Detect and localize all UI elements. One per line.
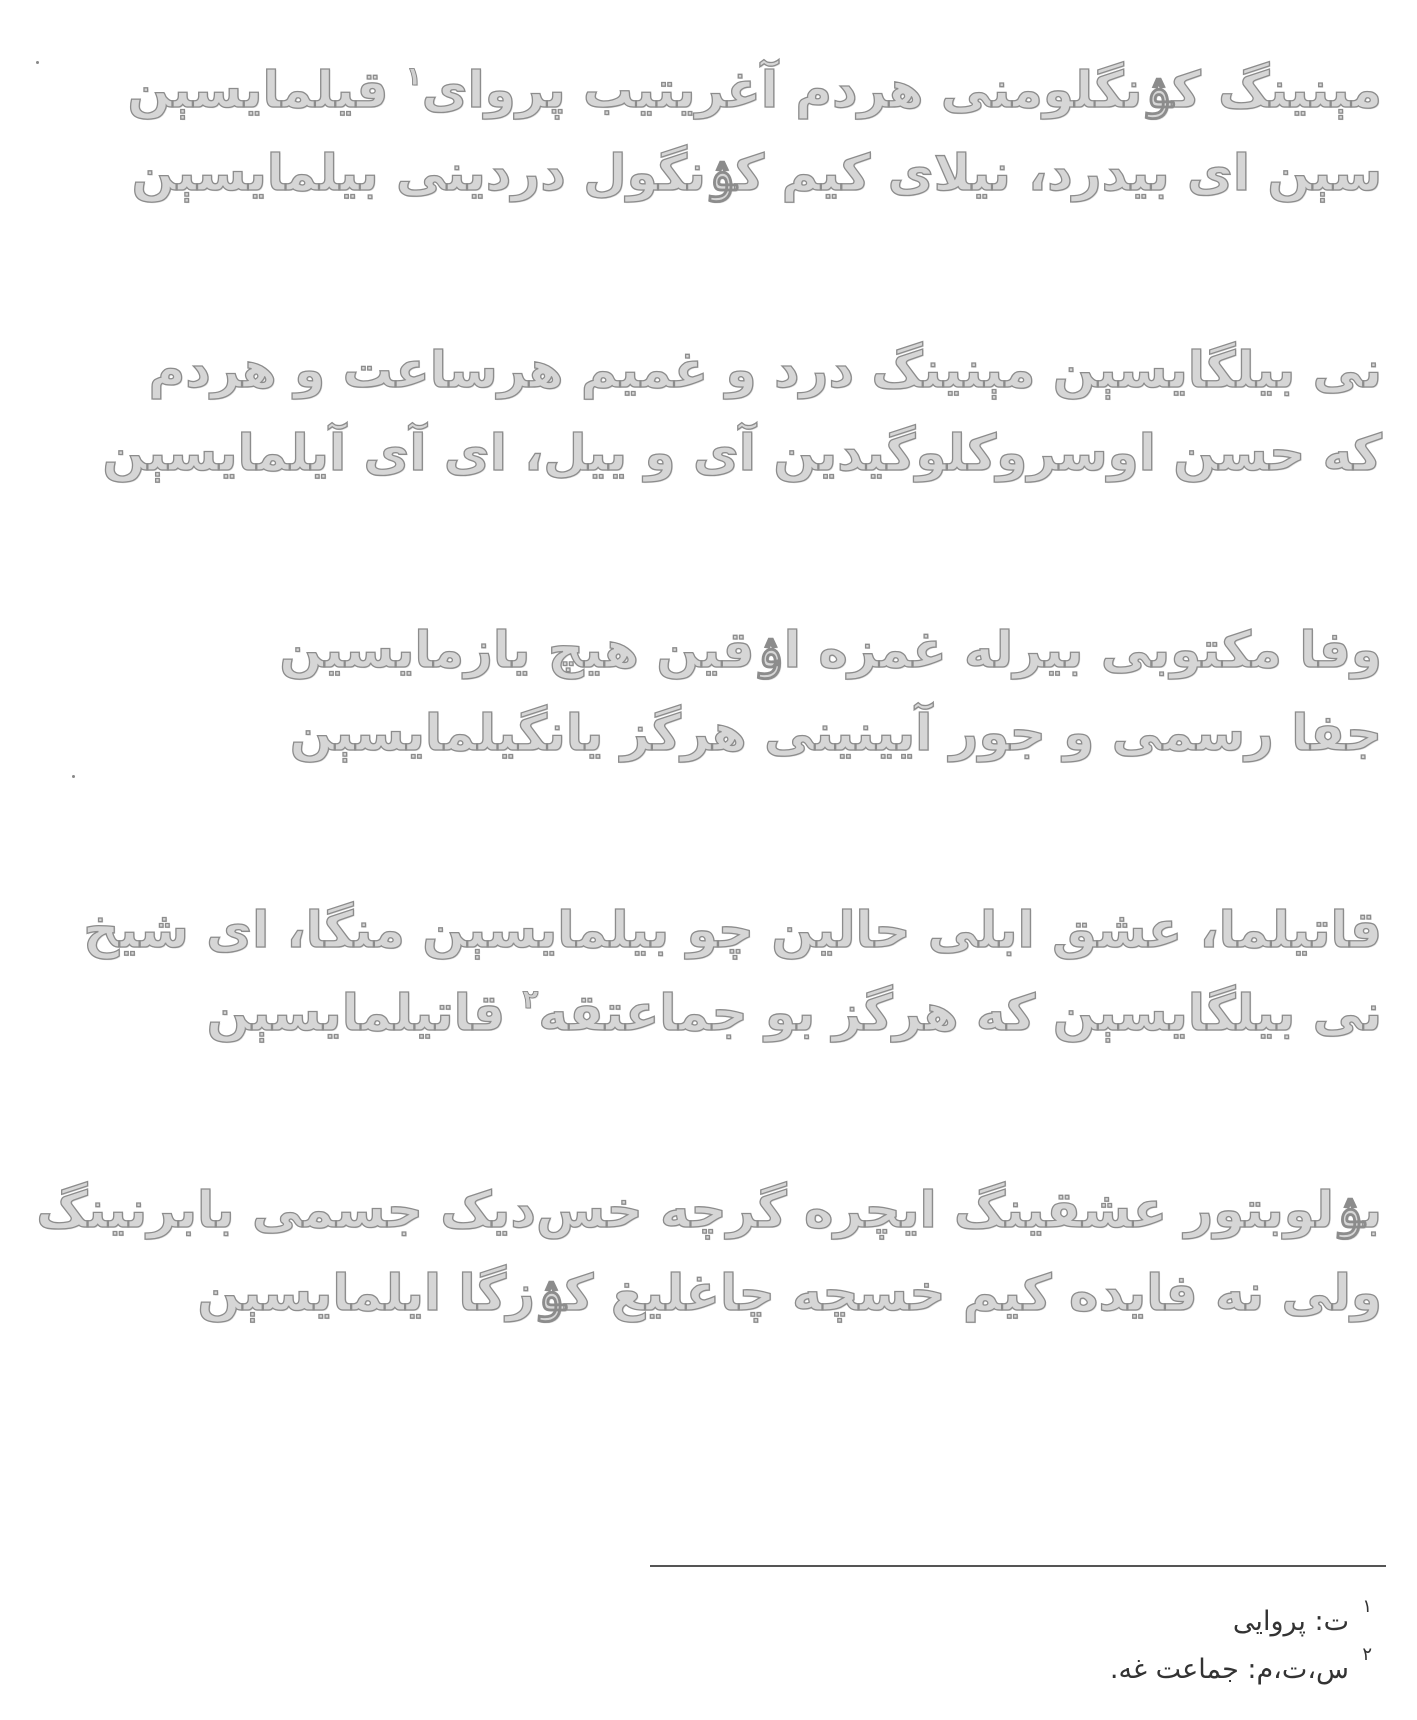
stanza-1-line-2: سېن ای بیدرد، نیلای کیم کۉنگول دردینی بیلمایسېن: [131, 144, 1382, 202]
verse-text: نی بیلگایسېن که هرگز بو جماعتقه: [538, 984, 1382, 1042]
stanza-5-line-1: بۉلوبتور عشقینگ ایچره گرچه خس‌دیک جسمی بابرنینگ: [36, 1181, 1382, 1239]
stanza-1-line-1: [128, 55, 1383, 125]
footnote-marker-1: ۱: [405, 62, 422, 92]
footnote-1-number: ۱: [1362, 1596, 1372, 1617]
stanza-3-line-2: جفا رسمی و جور آیینینی هرگز یانگیلمایسېن: [289, 704, 1382, 762]
footnote-marker-2: ۲: [522, 985, 539, 1015]
footnote-2-number: ۲: [1362, 1644, 1372, 1665]
stanza-5-line-2: ولی نه فایده کیم خسچه چاغلیغ کۉزگا ایلمایسېن: [197, 1264, 1382, 1322]
verse-text: مېنینگ کۉنگلومنی هردم آغریتیب پروای: [421, 61, 1382, 119]
stanza-3-line-1: وفا مکتوبی بیرله غمزه اۉقین هیچ یازمایسین: [279, 621, 1382, 679]
verse-text-tail: قیلمایسېن: [127, 61, 389, 119]
stanza-4-line-2: [207, 978, 1382, 1048]
footnote-separator: [650, 1565, 1386, 1567]
stanza-4-line-1: قاتیلما، عشق ابلی حالین چو بیلمایسېن منگا، ای شیخ: [83, 901, 1382, 959]
scan-speck: [36, 61, 39, 64]
scan-speck: [72, 775, 75, 778]
footnote-2: س،ت،م: جماعت غه.: [1109, 1654, 1349, 1685]
verse-text-tail: قاتیلمایسېن: [206, 984, 506, 1042]
stanza-2-line-2: که حسن اوسروکلوگیدین آی و ییل، ای آی آیلمایسېن: [102, 424, 1382, 482]
footnote-1: ت: پروایی: [1232, 1606, 1349, 1637]
stanza-2-line-1: نی بیلگایسېن مېنینگ درد و غمیم هرساعت و هردم: [148, 341, 1382, 399]
